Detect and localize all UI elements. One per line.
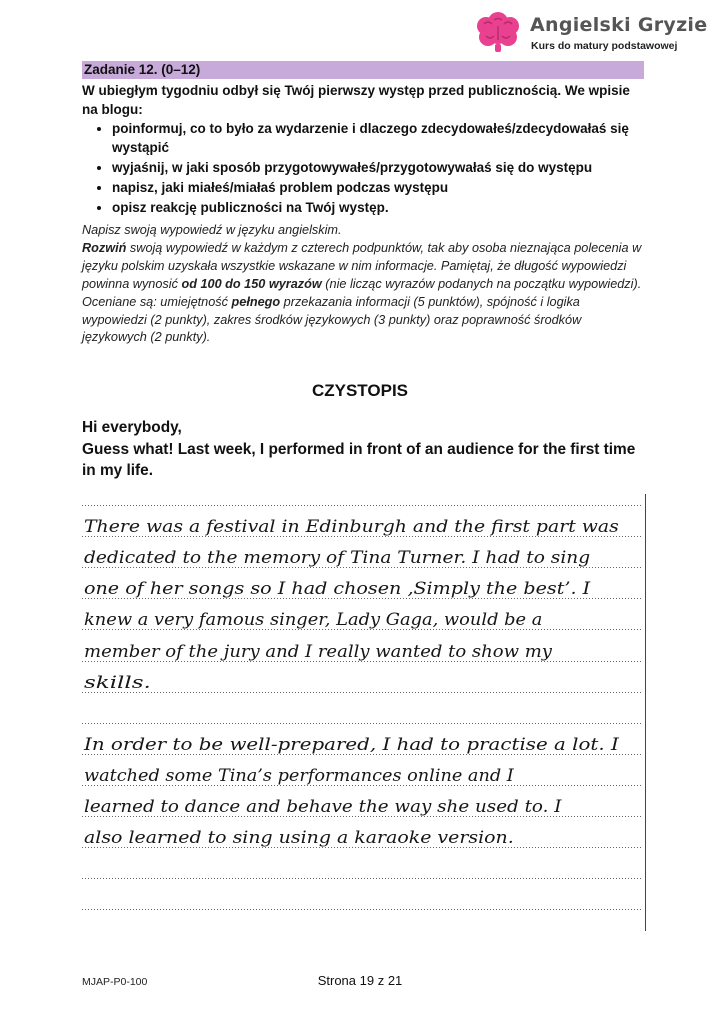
task-intro: W ubiegłym tygodniu odbył się Twój pierwszy występ przed publicznością. We wpisie na blogu: — [82, 83, 630, 117]
task-bullet: • opisz reakcję publiczności na Twój występ. — [112, 198, 642, 217]
task-number: Zadanie 12. (0–12) — [84, 62, 201, 77]
handwritten-line: learned to dance and behave the way she used to. I — [84, 797, 562, 817]
opening-sentence: Guess what! Last week, I performed in front of an audience for the first time in my life. — [82, 440, 636, 479]
page-heading: CZYSTOPIS — [311, 381, 409, 400]
handwritten-line: knew a very famous singer, Lady Gaga, would be a — [84, 610, 543, 630]
logo-subtitle: Kurs do matury podstawowej — [531, 40, 678, 52]
instruction-bold: Rozwiń — [82, 240, 127, 255]
handwritten-line: one of her songs so I had chosen ‚Simply the best’. I — [84, 579, 591, 599]
margin-line — [645, 494, 646, 931]
task-bullet: • napisz, jaki miałeś/miałaś problem podczas występu — [112, 178, 642, 197]
logo-title: Angielski Gryzie — [530, 14, 708, 36]
handwritten-line: skills. — [84, 673, 151, 693]
page-number: Strona 19 z 21 — [317, 973, 403, 988]
handwritten-line: In order to be well-prepared, I had to practise a lot. I — [82, 735, 620, 755]
handwritten-line: member of the jury and I really wanted to show my — [84, 642, 553, 662]
instruction-bold: pełnego — [231, 294, 281, 309]
handwritten-line: There was a festival in Edinburgh and the first part was — [84, 517, 620, 537]
task-bullet: • poinformuj, co to było za wydarzenie i dlaczego zdecydowałeś/zdecydowałaś się wystąpić — [112, 119, 642, 157]
greeting: Hi everybody, — [82, 419, 182, 436]
document-code: MJAP-P0-100 — [82, 976, 148, 988]
handwritten-line: watched some Tina’s performances online and I — [84, 766, 515, 786]
handwritten-line: dedicated to the memory of Tina Turner. I had to sing — [84, 548, 591, 568]
instruction-line: Napisz swoją wypowiedź w języku angielskim. — [82, 223, 342, 237]
word-count-requirement: od 100 do 150 wyrazów — [181, 276, 322, 291]
handwritten-line: also learned to sing using a karaoke version. — [84, 828, 514, 848]
instruction-text: swoją wypowiedź w każdym z czterech podpunktów, tak aby osoba nieznająca polecenia w języku polskim uzyskała wszystkie wskazane w nim informacje. Pamiętaj, że długość wypowiedzi powinna wynosić — [82, 240, 642, 291]
instruction-text: przekazania informacji (5 punktów), spójność i logika wypowiedzi (2 punkty), zakres środków językowych (3 punkty) oraz poprawność środków językowych (2 punkty). — [82, 294, 582, 345]
task-bullet: • wyjaśnij, w jaki sposób przygotowywałeś/przygotowywałaś się do występu — [112, 158, 642, 177]
instruction-text: (nie licząc wyrazów podanych na początku wypowiedzi). Oceniane są: umiejętność — [82, 276, 642, 309]
